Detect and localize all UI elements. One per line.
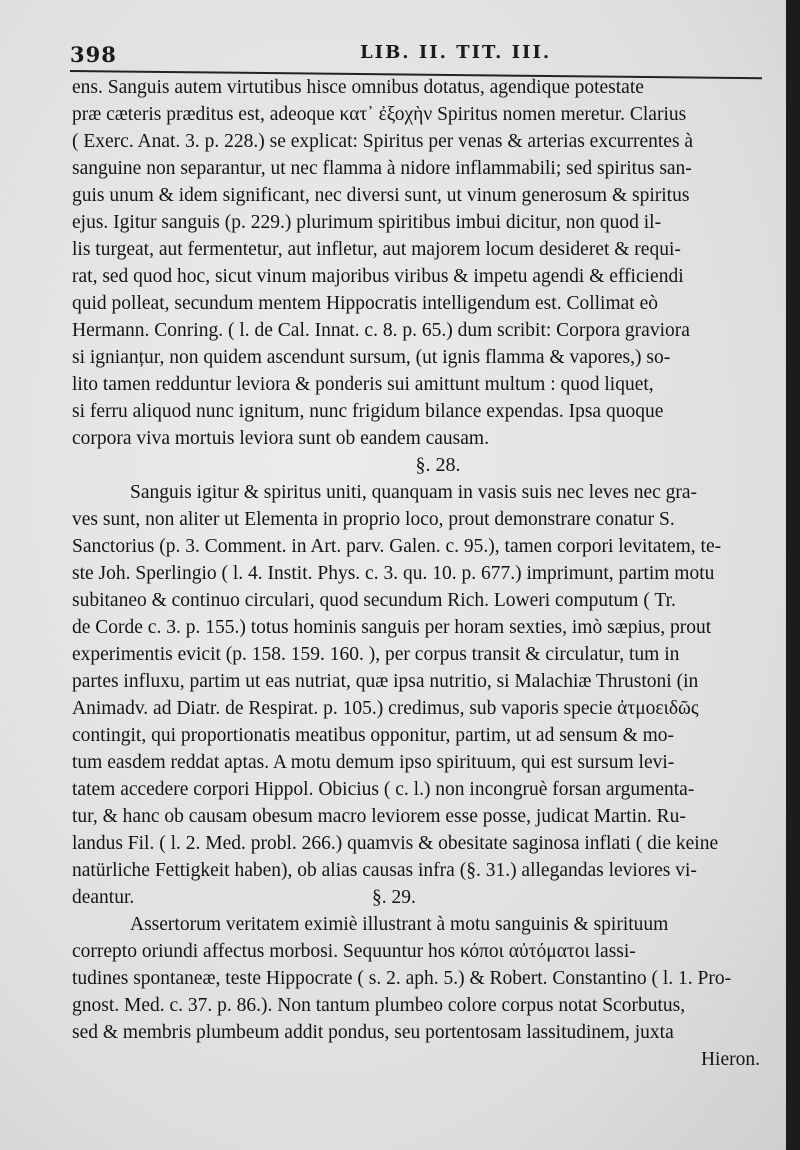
text-line: ( Exerc. Anat. 3. p. 228.) se explicat: Spiritus per venas & arterias excurrentes à bbox=[72, 131, 694, 152]
text-line bbox=[72, 884, 764, 911]
text-line: corpora viva mortuis leviora sunt ob eandem causam. bbox=[72, 428, 489, 449]
text-line: si ignianțur, non quidem ascendunt sursum, (ut ignis flamma & vapores,) so- bbox=[72, 347, 671, 368]
text-line: guis unum & idem significant, nec diversi sunt, ut vinum generosum & spiritus bbox=[72, 185, 690, 206]
text-line: ejus. Igitur sanguis (p. 229.) plurimum spiritibus imbui dicitur, non quod il- bbox=[72, 212, 662, 233]
section-heading-28: §. 28. bbox=[415, 454, 461, 476]
text-line: tatem accedere corpori Hippol. Obicius ( c. l.) non incongruè forsan argumenta- bbox=[72, 779, 695, 800]
text-line: tum easdem reddat aptas. A motu demum ipso spirituum, qui est sursum levi- bbox=[72, 752, 675, 773]
text-line: Animadv. ad Diatr. de Respirat. p. 105.) credimus, sub vaporis specie ἀτμοειδῶς bbox=[72, 698, 699, 719]
text-line: natürliche Fettigkeit haben), ob alias causas infra (§. 31.) allegandas leviores vi- bbox=[72, 860, 697, 881]
section-heading-29: §. 29. bbox=[372, 887, 416, 908]
text-line: ens. Sanguis autem virtutibus hisce omnibus dotatus, agendique potestate bbox=[72, 77, 644, 98]
page-number: 398 bbox=[70, 42, 117, 67]
text-line: contingit, qui proportionatis meatibus opponitur, partim, ut ad sensum & mo- bbox=[72, 725, 675, 746]
text-line: si ferru aliquod nunc ignitum, nunc frigidum bilance expendas. Ipsa quoque bbox=[72, 401, 664, 422]
text-line: rat, sed quod hoc, sicut vinum majoribus viribus & impetu agendi & efficiendi bbox=[72, 266, 684, 287]
text-line: Hieron. bbox=[700, 1049, 760, 1070]
text-line: lito tamen redduntur leviora & ponderis sui amittunt multum : quod liquet, bbox=[72, 374, 654, 395]
page-header bbox=[70, 38, 760, 72]
text-line-end: deantur. bbox=[72, 887, 135, 908]
text-line: partes influxu, partim ut eas nutriat, quæ ipsa nutritio, si Malachiæ Thrustoni (in bbox=[72, 671, 699, 692]
running-head: LIB. II. TIT. III. bbox=[360, 42, 552, 63]
text-line: subitaneo & continuo circulari, quod secundum Rich. Loweri computum ( Tr. bbox=[72, 590, 676, 611]
text-line: experimentis evicit (p. 158. 159. 160. ), per corpus transit & circulatur, tum in bbox=[72, 644, 680, 665]
text-line: præ cæteris præditus est, adeoque κατ᾿ ἐξοχὴν Spiritus nomen meretur. Clarius bbox=[72, 104, 687, 125]
text-line: Sanctorius (p. 3. Comment. in Art. parv. Galen. c. 95.), tamen corpori levitatem, te- bbox=[72, 536, 722, 557]
text-line: tudines spontaneæ, teste Hippocrate ( s. 2. aph. 5.) & Robert. Constantino ( l. 1. Pro- bbox=[72, 968, 732, 989]
text-line: sanguine non separantur, ut nec flamma à nidore inflammabili; sed spiritus san- bbox=[72, 158, 692, 179]
text-line: tur, & hanc ob causam obesum macro leviorem esse posse, judicat Martin. Ru- bbox=[72, 806, 686, 827]
text-line: landus Fil. ( l. 2. Med. probl. 266.) quamvis & obesitate saginosa inflati ( die keine bbox=[72, 833, 719, 854]
text-line: gnost. Med. c. 37. p. 86.). Non tantum plumbeo colore corpus notat Scorbutus, bbox=[72, 995, 686, 1016]
text-line: Sanguis igitur & spiritus uniti, quanquam in vasis suis nec leves nec gra- bbox=[130, 482, 698, 503]
text-line: Hermann. Conring. ( l. de Cal. Innat. c. 8. p. 65.) dum scribit: Corpora graviora bbox=[72, 320, 690, 341]
text-line: correpto oriundi affectus morbosi. Sequuntur hos κόποι αὐτόματοι lassi- bbox=[72, 941, 636, 962]
text-line: sed & membris plumbeum addit pondus, seu portentosam lassitudinem, juxta bbox=[72, 1022, 674, 1043]
text-line: quid polleat, secundum mentem Hippocratis intelligendum est. Collimat eò bbox=[72, 293, 658, 314]
text-line: Assertorum veritatem eximiè illustrant à motu sanguinis & spirituum bbox=[130, 914, 669, 935]
text-line: de Corde c. 3. p. 155.) totus hominis sanguis per horam sexties, imò sæpius, prout bbox=[72, 617, 712, 638]
text-line: ves sunt, non aliter ut Elementa in proprio loco, prout demonstrare conatur S. bbox=[72, 509, 675, 530]
text-line: lis turgeat, aut fermentetur, aut infletur, aut majorem locum desideret & requi- bbox=[72, 239, 681, 260]
body-text bbox=[72, 74, 764, 1073]
text-line: ste Joh. Sperlingio ( l. 4. Instit. Phys. c. 3. qu. 10. p. 677.) imprimunt, partim motu bbox=[72, 563, 715, 584]
